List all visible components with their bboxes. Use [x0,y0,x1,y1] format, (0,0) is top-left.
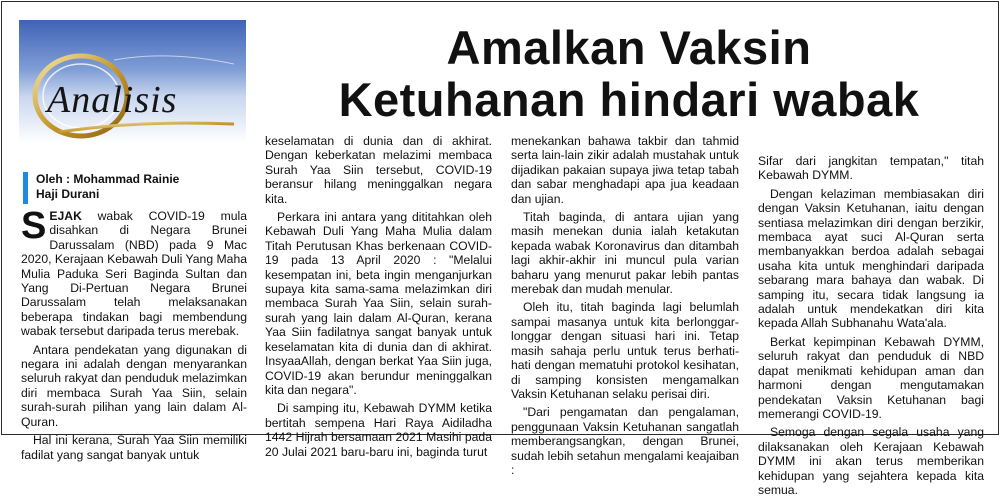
paragraph: Oleh itu, titah baginda lagi belumlah sampai masanya untuk kita berlonggar-longgar dengan situasi hari ini. Tetap masih sahaja perlu untuk terus berhati-hati dengan mematuhi protokol kesihatan, di samping konsisten mengamalkan Vaksin Ketuhanan selaku perisai diri. [511,300,739,401]
article-column-1 [21,205,247,462]
headline [264,22,994,126]
analisis-logo [19,20,246,143]
paragraph: Dengan kelaziman membiasakan diri dengan Vaksin Ketuhanan, iaitu dengan sentiasa melazimkan diri dengan berzikir, membaca ayat suci Al-Quran serta membanyakkan berdoa adalah sebagai usaha kita untuk menghindari daripada sebarang mara bahaya dan wabak. Di samping itu, secara tidak langsung ia adalah untuk mendekatkan diri kita kepada Allah Subhanahu Wata'ala. [758,186,984,331]
paragraph: keselamatan di dunia dan di akhirat. Dengan keberkatan melazimi membaca Surah Yaa Siin tersebut, COVID-19 beransur hilang meninggalkan negara kita. [265,134,492,206]
article-column-3 [511,134,739,477]
article-column-4 [758,154,984,497]
article-column-2 [265,134,492,459]
byline-line2: Haji Durani [36,187,100,201]
paragraph: menekankan bahawa takbir dan tahmid serta lain-lain zikir adalah mustahak untuk dijadikan pakaian supaya jiwa tetap tabah dan sabar menghadapi apa jua keadaan dan ujian. [511,134,739,206]
paragraph: Hal ini kerana, Surah Yaa Siin memiliki fadilat yang sangat banyak untuk [21,433,247,462]
byline-bar [23,172,28,204]
logo-text: Analisis [47,79,178,121]
paragraph: Sifar dari jangkitan tempatan," titah Kebawah DYMM. [758,154,984,183]
byline-line1: Oleh : Mohammad Rainie [36,172,180,186]
paragraph: Antara pendekatan yang digunakan di negara ini adalah dengan menyarankan seluruh rakyat dan penduduk melazimkan diri membaca Surah Yaa Siin, selain surah-surah pilihan yang lain dalam Al-Quran. [21,342,247,429]
headline-line1: Amalkan Vaksin [446,21,812,74]
paragraph [21,205,247,339]
paragraph: Semoga dengan segala usaha yang dilaksanakan oleh Kerajaan Kebawah DYMM ini akan terus memberikan kehidupan yang sejahtera kepada kita semua. [758,425,984,497]
drop-cap: S [21,205,47,247]
paragraph: "Dari pengamatan dan pengalaman, penggunaan Vaksin Ketuhanan sangatlah memberangsangkan, dengan Brunei, sudah lebih setahun mengalami keajaiban : [511,405,739,477]
paragraph: Perkara ini antara yang dititahkan oleh Kebawah Duli Yang Maha Mulia dalam Titah Perutusan Khas berkenaan COVID-19 pada 13 April 2020 : "Melalui kesempatan ini, beta ingin menganjurkan supaya kita sama-sama melazimkan diri membaca Surah Yaa Siin, selain surah-surah yang lain dalam Al-Quran, kerana Yaa Siin fadilatnya sangat banyak untuk keselamatan kita di dunia dan di akhirat. InsyaaAllah, dengan berkat Yaa Siin juga, COVID-19 akan berundur meninggalkan kita dan negara". [265,210,492,397]
article-page [1,1,999,497]
headline-line2: Ketuhanan hindari wabak [338,73,920,126]
paragraph: Berkat kepimpinan Kebawah DYMM, seluruh rakyat dan penduduk di NBD dapat menikmati kehidupan aman dan harmoni dengan mengutamakan pendekatan Vaksin Ketuhanan bagi memerangi COVID-19. [758,334,984,421]
paragraph-text: wabak COVID-19 mula disahkan di Negara Brunei Darussalam (NBD) pada 9 Mac 2020, Kerajaan Kebawah Duli Yang Maha Mulia Paduka Seri Baginda Sultan dan Yang Di-Pertuan Negara Brunei Darussalam telah melaksanakan beberapa tindakan bagi membendung wabak tersebut daripada terus merebak. [21,209,247,339]
byline-text [36,172,179,202]
lead-word: EJAK [49,209,82,223]
paragraph: Di samping itu, Kebawah DYMM ketika bertitah sempena Hari Raya Aidiladha 1442 Hijrah bersamaan 2021 Masihi pada 20 Julai 2021 baru-baru ini, baginda turut [265,401,492,459]
paragraph: Titah baginda, di antara ujian yang masih menekan dunia ialah ketakutan kepada wabak Koronavirus dan ditambah lagi akhir-akhir ini muncul pula varian baharu yang menurut pakar lebih pantas merebak dan mudah menular. [511,210,739,297]
